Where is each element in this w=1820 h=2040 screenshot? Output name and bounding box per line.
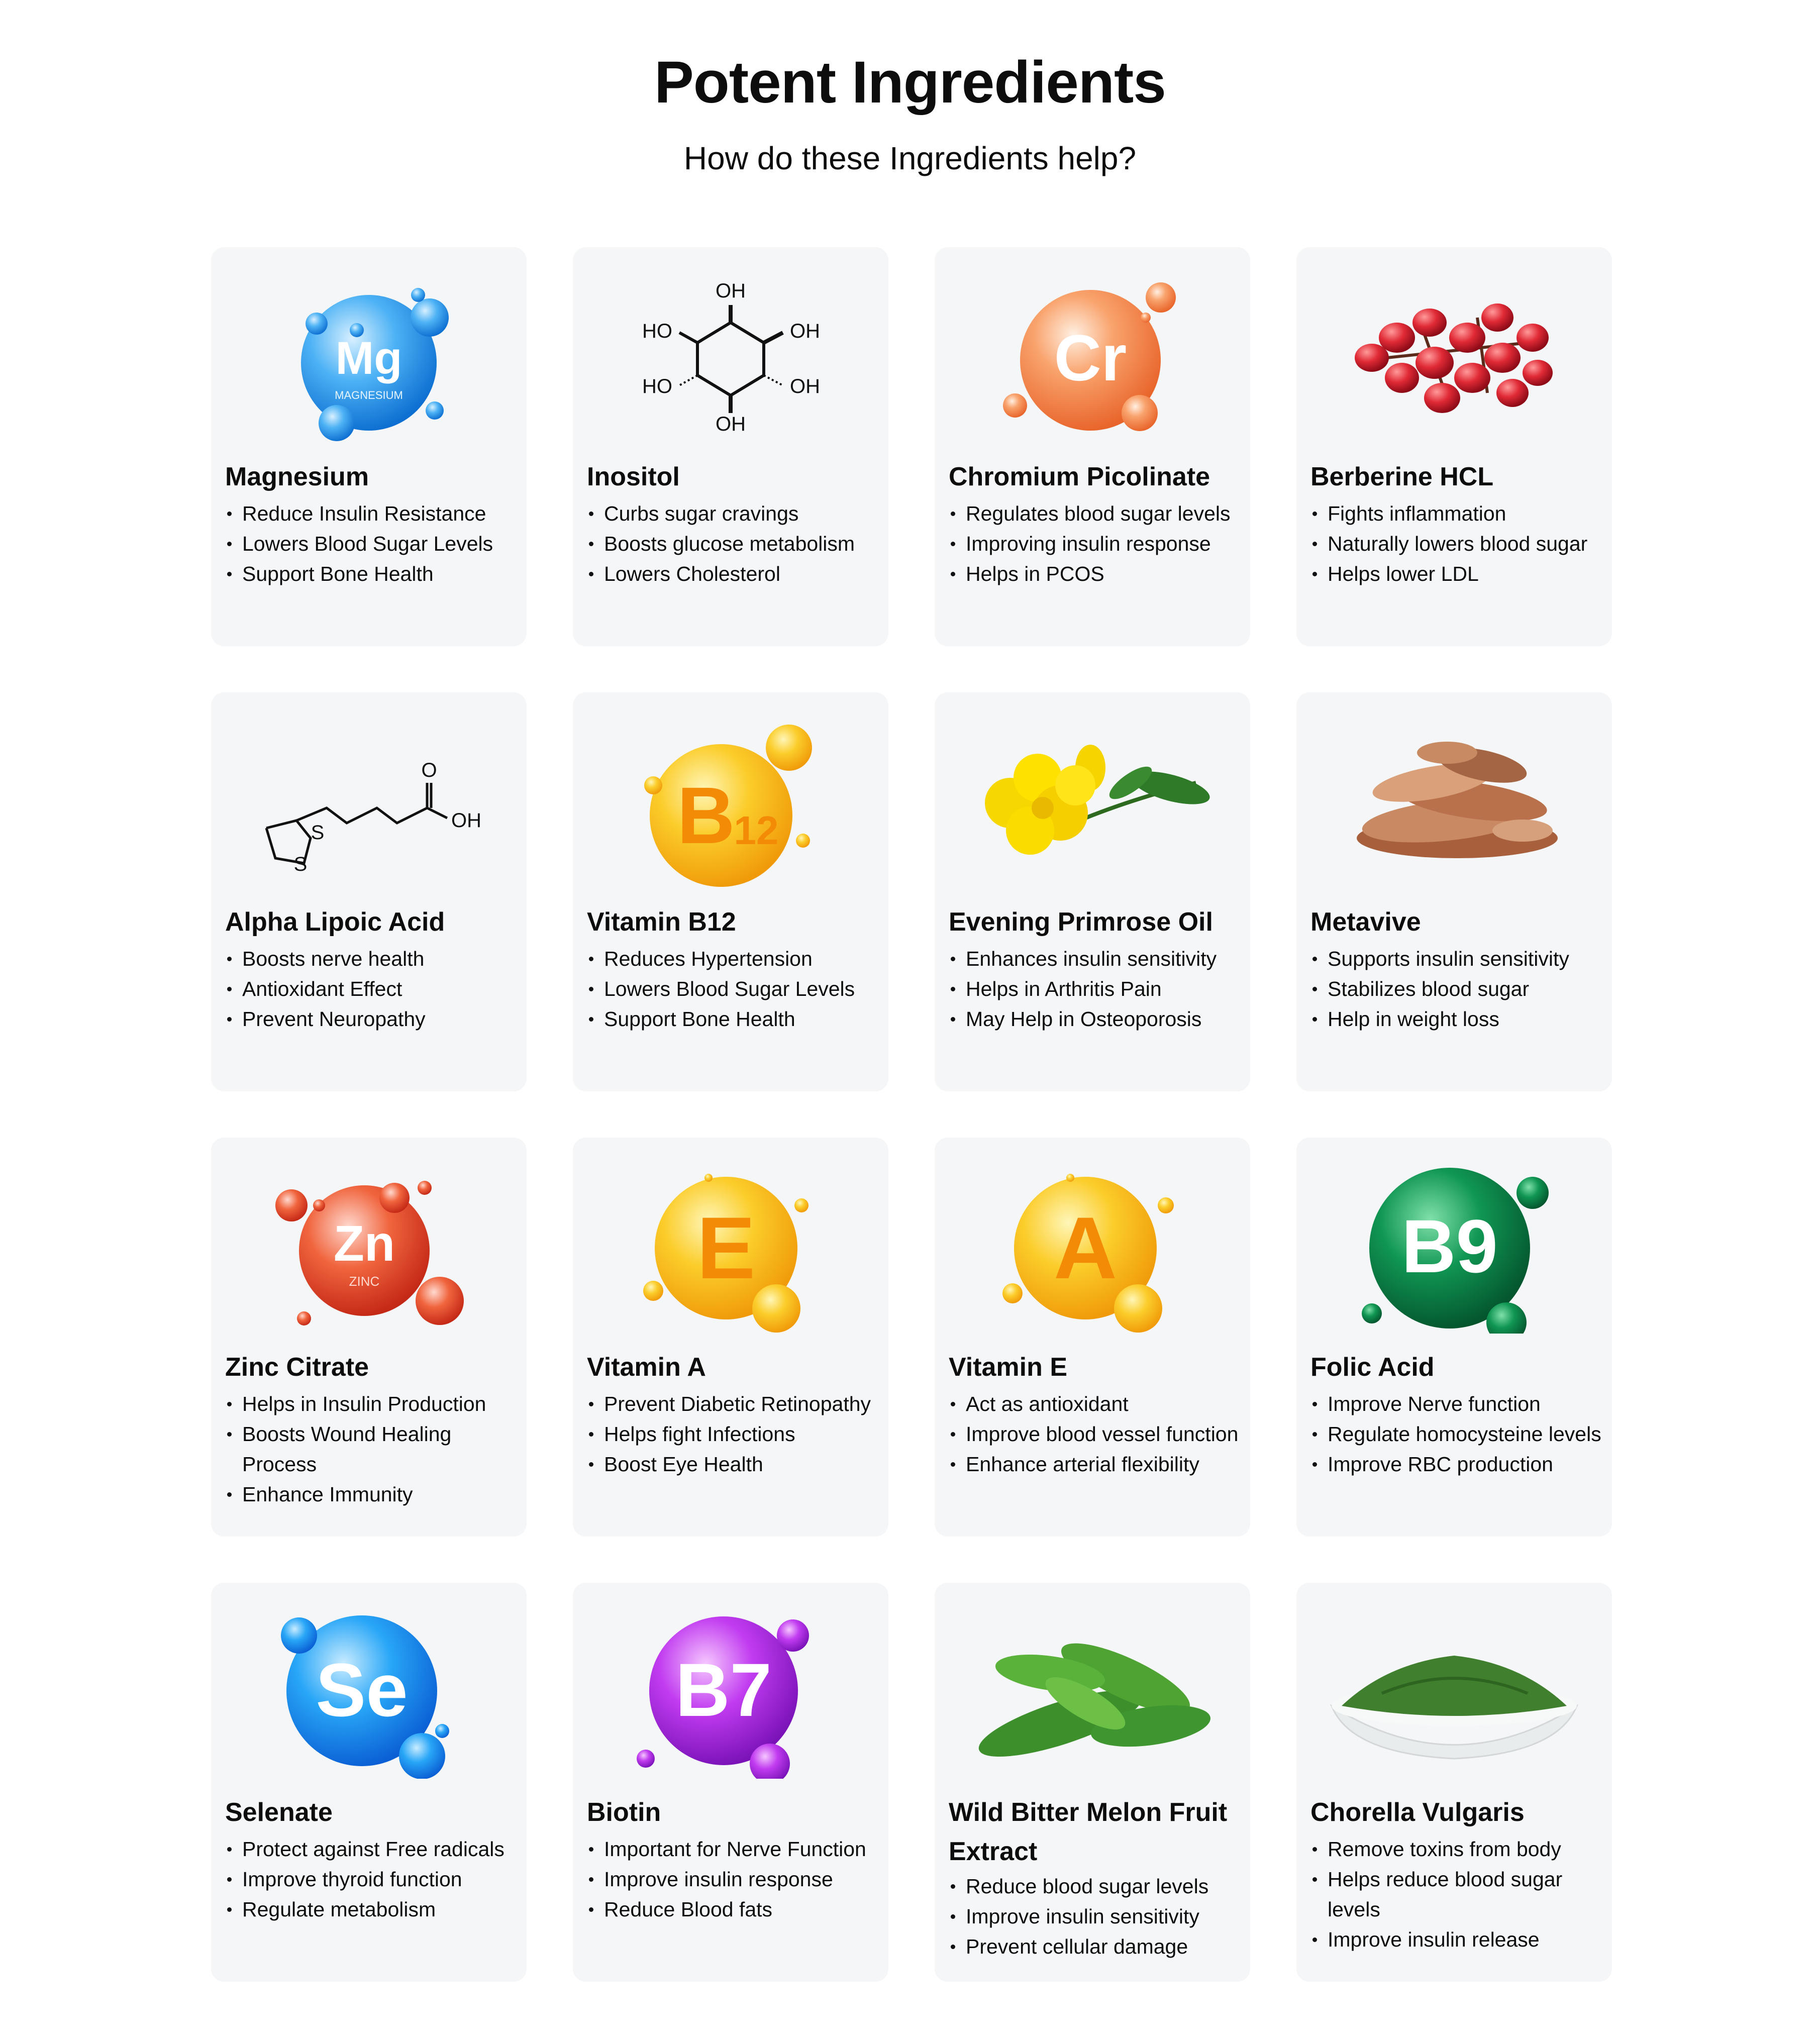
benefit-item: Important for Nerve Function <box>587 1834 883 1864</box>
molecule-label: OH <box>716 280 746 302</box>
ingredient-name: Chromium Picolinate <box>949 462 1210 491</box>
benefit-list <box>949 1389 1245 1479</box>
benefit-item: Helps in Insulin Production <box>225 1389 522 1419</box>
vitamin-b12-icon <box>573 712 888 888</box>
benefit-item: Support Bone Health <box>225 559 522 589</box>
ingredient-card-inositol <box>573 247 888 646</box>
ingredient-name: Folic Acid <box>1310 1353 1435 1382</box>
ingredient-card-vitamin-e <box>935 1138 1250 1537</box>
page-subtitle: How do these Ingredients help? <box>683 140 1137 176</box>
benefit-item: Remove toxins from body <box>1310 1834 1607 1864</box>
molecule-label: HO <box>642 375 672 397</box>
vitamin-b7-icon <box>573 1603 888 1779</box>
ingredient-name: Evening Primrose Oil <box>949 907 1213 937</box>
benefit-list <box>225 1834 522 1924</box>
benefit-item: Fights inflammation <box>1310 498 1607 529</box>
benefit-item: Enhance arterial flexibility <box>949 1449 1245 1479</box>
benefit-item: Helps fight Infections <box>587 1419 883 1449</box>
chlorella-powder-icon <box>1296 1603 1612 1779</box>
ingredient-name: Biotin <box>587 1798 661 1827</box>
inositol-molecule-icon <box>573 267 888 443</box>
benefit-list <box>1310 1834 1607 1955</box>
molecule-label: S <box>311 822 325 844</box>
ingredient-card-chlorella <box>1296 1583 1612 1982</box>
ingredient-card-vitamin-b12 <box>573 692 888 1091</box>
ingredient-name: Metavive <box>1310 907 1421 937</box>
benefit-list <box>587 1389 883 1479</box>
benefit-item: May Help in Osteoporosis <box>949 1004 1245 1034</box>
benefit-item: Supports insulin sensitivity <box>1310 944 1607 974</box>
molecule-label: OH <box>790 375 820 397</box>
ingredient-card-biotin <box>573 1583 888 1982</box>
molecule-label: OH <box>451 809 481 832</box>
benefit-item: Curbs sugar cravings <box>587 498 883 529</box>
selenium-icon <box>211 1603 527 1779</box>
vitamin-b9-icon <box>1296 1158 1612 1334</box>
ingredient-card-folic-acid <box>1296 1138 1612 1537</box>
vitamin-a-sphere-icon <box>935 1158 1250 1334</box>
benefit-item: Regulate homocysteine levels <box>1310 1419 1607 1449</box>
benefit-item: Act as antioxidant <box>949 1389 1245 1419</box>
benefit-item: Helps lower LDL <box>1310 559 1607 589</box>
vitamin-a-letter: A <box>1053 1199 1118 1297</box>
molecule-label: OH <box>790 320 820 342</box>
benefit-item: Reduce Insulin Resistance <box>225 498 522 529</box>
benefit-item: Prevent cellular damage <box>949 1931 1245 1962</box>
benefit-item: Boosts nerve health <box>225 944 522 974</box>
benefit-list <box>1310 944 1607 1034</box>
vitamin-b12-number: 12 <box>734 808 779 853</box>
ingredient-card-berberine <box>1296 247 1612 646</box>
molecule-label: S <box>293 853 308 875</box>
benefit-item: Improve insulin sensitivity <box>949 1901 1245 1931</box>
vitamin-b9-symbol: B9 <box>1401 1204 1498 1288</box>
bitter-melon-icon <box>935 1603 1250 1779</box>
benefit-item: Lowers Blood Sugar Levels <box>225 529 522 559</box>
ingredient-name: Magnesium <box>225 462 369 491</box>
benefit-item: Support Bone Health <box>587 1004 883 1034</box>
benefit-item: Stabilizes blood sugar <box>1310 974 1607 1004</box>
zinc-icon <box>211 1158 527 1334</box>
benefit-list <box>587 498 883 589</box>
primrose-flower-icon <box>935 712 1250 888</box>
molecule-label: OH <box>716 413 746 435</box>
benefit-item: Enhances insulin sensitivity <box>949 944 1245 974</box>
benefit-list <box>225 944 522 1034</box>
ingredient-name: Alpha Lipoic Acid <box>225 907 445 937</box>
benefit-item: Boost Eye Health <box>587 1449 883 1479</box>
benefit-item: Boosts glucose metabolism <box>587 529 883 559</box>
ingredient-card-chromium <box>935 247 1250 646</box>
benefit-item: Reduce Blood fats <box>587 1894 883 1924</box>
benefit-list <box>949 1871 1245 1962</box>
benefit-list <box>225 498 522 589</box>
ingredient-name: Inositol <box>587 462 680 491</box>
benefit-item: Enhance Immunity <box>225 1479 522 1509</box>
benefit-item: Helps in PCOS <box>949 559 1245 589</box>
benefit-item: Naturally lowers blood sugar <box>1310 529 1607 559</box>
ingredient-card-zinc-citrate <box>211 1138 527 1537</box>
benefit-item: Improve insulin release <box>1310 1924 1607 1955</box>
zinc-symbol: Zn <box>333 1215 395 1272</box>
magnesium-caption: MAGNESIUM <box>335 389 403 401</box>
benefit-item: Prevent Neuropathy <box>225 1004 522 1034</box>
benefit-list <box>1310 1389 1607 1479</box>
benefit-list <box>949 498 1245 589</box>
ingredient-card-bitter-melon <box>935 1583 1250 1982</box>
benefit-item: Reduces Hypertension <box>587 944 883 974</box>
benefit-item: Lowers Cholesterol <box>587 559 883 589</box>
ingredient-name: Selenate <box>225 1798 333 1827</box>
benefit-item: Antioxidant Effect <box>225 974 522 1004</box>
benefit-item: Lowers Blood Sugar Levels <box>587 974 883 1004</box>
benefit-item: Helps in Arthritis Pain <box>949 974 1245 1004</box>
benefit-item: Improve blood vessel function <box>949 1419 1245 1449</box>
benefit-item: Prevent Diabetic Retinopathy <box>587 1389 883 1419</box>
molecule-label: O <box>421 759 437 781</box>
benefit-item: Boosts Wound Healing Process <box>225 1419 522 1479</box>
benefit-list <box>225 1389 522 1509</box>
benefit-item: Improve RBC production <box>1310 1449 1607 1479</box>
vitamin-e-letter: E <box>696 1199 756 1297</box>
page-title: Potent Ingredients <box>654 49 1166 116</box>
magnesium-icon <box>211 267 527 443</box>
benefit-item: Regulates blood sugar levels <box>949 498 1245 529</box>
chromium-symbol: Cr <box>1054 321 1127 394</box>
benefit-item: Help in weight loss <box>1310 1004 1607 1034</box>
ingredient-card-magnesium <box>211 247 527 646</box>
benefit-item: Improve thyroid function <box>225 1864 522 1894</box>
ingredients-grid <box>211 247 1613 1982</box>
lipoic-acid-molecule-icon <box>211 712 527 888</box>
benefit-item: Improve insulin response <box>587 1864 883 1894</box>
ingredient-card-vitamin-a <box>573 1138 888 1537</box>
selenium-symbol: Se <box>316 1648 408 1732</box>
zinc-caption: ZINC <box>349 1274 380 1289</box>
ingredient-name: Vitamin E <box>949 1353 1068 1382</box>
benefit-item: Improving insulin response <box>949 529 1245 559</box>
benefit-list <box>1310 498 1607 589</box>
benefit-item: Regulate metabolism <box>225 1894 522 1924</box>
ingredient-name: Zinc Citrate <box>225 1353 369 1382</box>
vitamin-b12-letter: B <box>677 770 735 860</box>
ingredient-card-alpha-lipoic-acid <box>211 692 527 1091</box>
benefit-item: Improve Nerve function <box>1310 1389 1607 1419</box>
chromium-icon <box>935 267 1250 443</box>
benefit-item: Reduce blood sugar levels <box>949 1871 1245 1901</box>
benefit-item: Helps reduce blood sugar levels <box>1310 1864 1607 1924</box>
benefit-list <box>587 1834 883 1924</box>
benefit-list <box>949 944 1245 1034</box>
ingredient-card-selenate <box>211 1583 527 1982</box>
ingredient-name: Chorella Vulgaris <box>1310 1798 1525 1827</box>
vitamin-e-sphere-icon <box>573 1158 888 1334</box>
ingredient-name: Wild Bitter Melon Fruit Extract <box>949 1798 1228 1866</box>
berberine-berries-icon <box>1296 267 1612 443</box>
magnesium-symbol: Mg <box>335 333 402 384</box>
ingredient-name: Berberine HCL <box>1310 462 1494 491</box>
ingredient-card-evening-primrose <box>935 692 1250 1091</box>
metavive-bark-icon <box>1296 712 1612 888</box>
benefit-list <box>587 944 883 1034</box>
benefit-item: Protect against Free radicals <box>225 1834 522 1864</box>
ingredient-card-metavive <box>1296 692 1612 1091</box>
ingredient-name: Vitamin B12 <box>587 907 736 937</box>
molecule-label: HO <box>642 320 672 342</box>
ingredient-name: Vitamin A <box>587 1353 706 1382</box>
vitamin-b7-symbol: B7 <box>675 1648 772 1732</box>
